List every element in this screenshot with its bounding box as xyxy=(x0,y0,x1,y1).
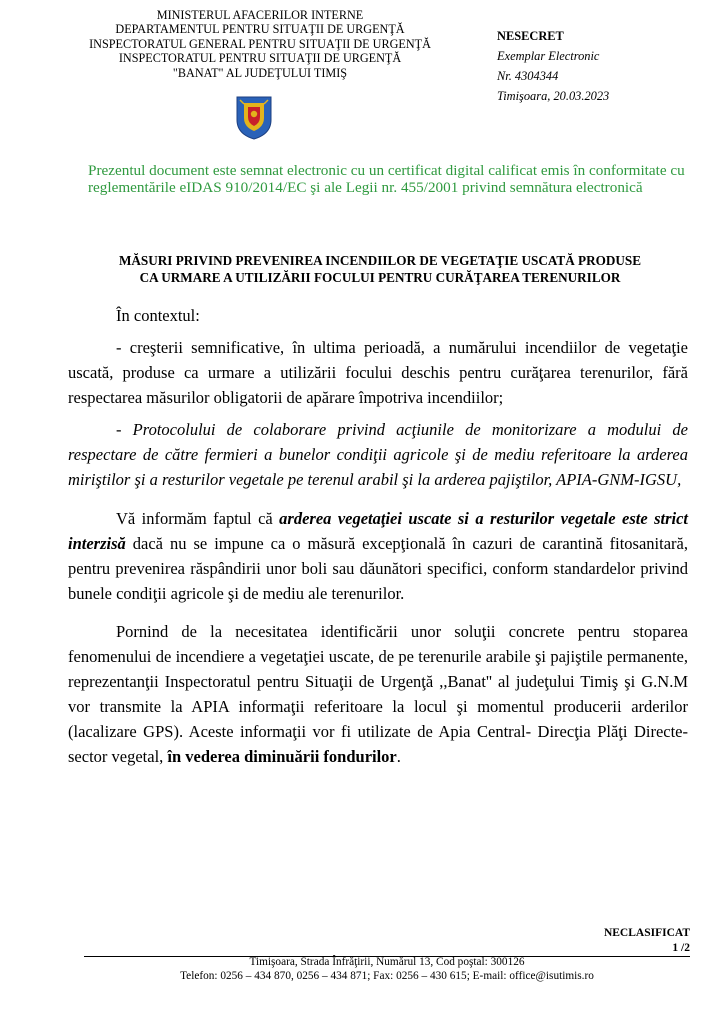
context-bullet-1: - creşterii semnificative, în ultima perioadă, a numărului incendiilor de vegetaţie uscată, produse ca urmare a utilizării focului deschis pentru curăţarea terenurilor, fără respectarea măsurilor obligatorii de apărare împotriva incendiilor; xyxy=(68,338,688,407)
document-meta xyxy=(497,26,609,106)
place-date: Timişoara, 20.03.2023 xyxy=(497,89,610,103)
title-line-1: MĂSURI PRIVIND PREVENIREA INCENDIILOR DE VEGETAŢIE USCATĂ PRODUSE xyxy=(118,253,642,268)
document-body xyxy=(68,303,688,769)
measures-paragraph xyxy=(68,619,688,769)
footer-classification-mark: NECLASIFICAT xyxy=(603,927,690,939)
registration-number: Nr. 4304344 xyxy=(497,69,559,83)
measures-text: Pornind de la necesitatea identificării unor soluţii concrete pentru stoparea fenomenului de incendiere a vegetaţiei uscate, de pe terenurile arabile şi pajiştile permanente, reprezentanţii Inspectoratul pentru Situaţii de Urgenţă ,,Banat'' al judeţului Timiş şi G.N.M vor transmite la APIA informaţii referitoare la locul şi momentul producerii arderilor (lacalizare GPS). Aceste informaţii vor fi utilizate de Apia Central- Direcţia Plăţi Directe-sector vegetal, xyxy=(68,622,688,766)
context-bullet-2: - Protocolului de colaborare privind acţiunile de monitorizare a modului de respectare de către fermieri a bunelor condiţii agricole şi de mediu referitoare la arderea miriştilor şi a resturilor vegetale pe terenul arabil şi la arderea pajiştilor, APIA-GNM-IGSU, xyxy=(68,420,688,489)
info-emphasis: arderea vegetaţiei uscate si a resturilor vegetale este strict interzisă xyxy=(68,509,688,553)
electronic-signature-notice: Prezentul document este semnat electronic cu un certificat digital calificat emis în conformitate cu reglementările eIDAS 910/2014/EC şi ale Legii nr. 455/2001 privind semnătura electronică xyxy=(88,162,685,197)
header-line-3: INSPECTORATUL GENERAL PENTRU SITUAŢII DE URGENŢĂ xyxy=(89,36,431,51)
footer-address-block xyxy=(84,955,690,983)
info-text-end: dacă nu se impune ca o măsură excepţională în cazuri de carantină fitosanitară, pentru prevenirea răspândirii unor boli sau dăunători specifici, conform standardelor privind bunele condiţii agricole şi de mediu ale terenurilor. xyxy=(68,534,688,603)
institution-header xyxy=(60,8,460,80)
measures-end: . xyxy=(396,747,401,766)
igsu-emblem-icon xyxy=(234,94,274,140)
document-title xyxy=(60,253,700,286)
header-line-4: INSPECTORATUL PENTRU SITUAŢII DE URGENŢĂ xyxy=(118,51,402,66)
footer-address: Timişoara, Strada Înfrăţirii, Numărul 13, Cod poştal: 300126 xyxy=(249,956,525,968)
page-number: 1 /2 xyxy=(672,942,690,954)
footer-classification xyxy=(580,926,690,956)
header-line-1: MINISTERUL AFACERILOR INTERNE xyxy=(156,8,364,22)
info-text-start: Vă informăm faptul că xyxy=(116,509,280,528)
header-line-2: DEPARTAMENTUL PENTRU SITUAŢII DE URGENŢĂ xyxy=(115,22,405,37)
footer-contact: Telefon: 0256 – 434 870, 0256 – 434 871; Fax: 0256 – 430 615; E-mail: office@isutimis.ro xyxy=(180,970,594,982)
copy-type: Exemplar Electronic xyxy=(497,49,600,63)
measures-emphasis: în vederea diminuării fondurilor xyxy=(167,747,397,766)
context-intro: În contextul: xyxy=(116,306,200,325)
header-line-5: "BANAT" AL JUDEŢULUI TIMIŞ xyxy=(172,65,348,80)
title-line-2: CA URMARE A UTILIZĂRII FOCULUI PENTRU CURĂŢAREA TERENURILOR xyxy=(139,269,621,285)
classification-mark: NESECRET xyxy=(497,29,564,43)
information-paragraph xyxy=(68,506,688,606)
